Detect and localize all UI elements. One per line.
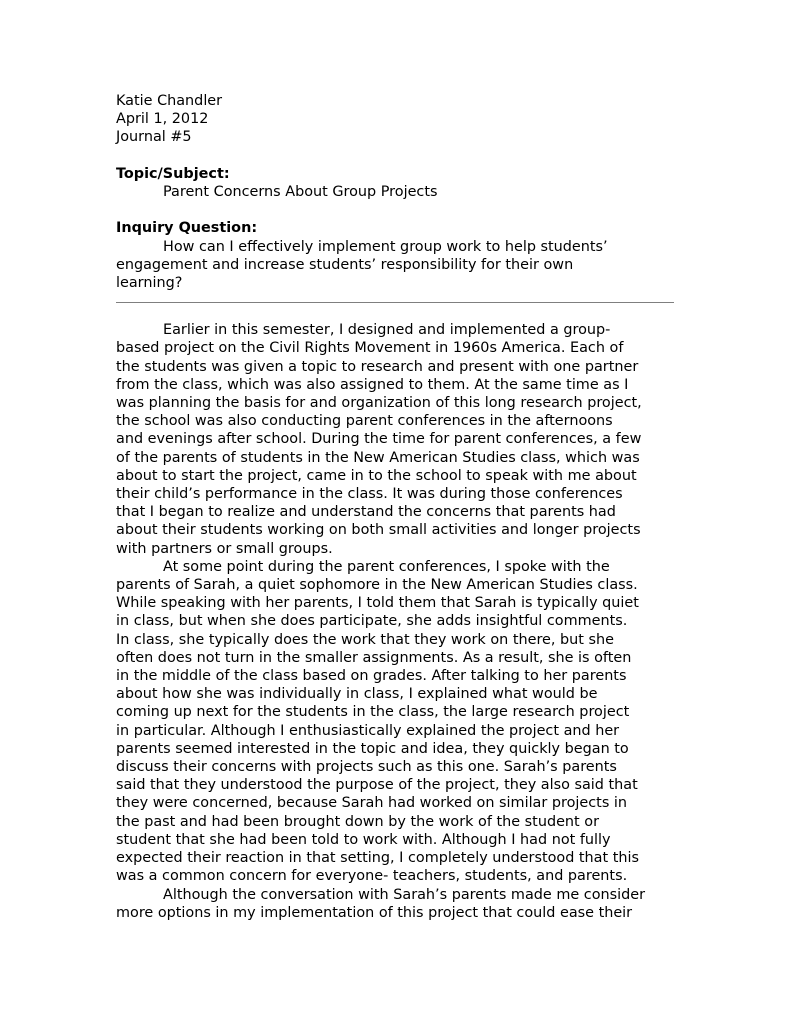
paragraph-line: about their students working on both small activities and longer projects (116, 522, 641, 539)
topic-section (116, 165, 676, 201)
paragraph-3 (116, 886, 676, 922)
paragraph-line: student that she had been told to work with. Although I had not fully (116, 831, 611, 848)
paragraph-line: parents seemed interested in the topic and idea, they quickly began to (116, 740, 629, 757)
spacer (116, 147, 676, 165)
inquiry-section (116, 219, 676, 292)
paragraph-line: was planning the basis for and organization of this long research project, (116, 395, 642, 412)
inquiry-heading: Inquiry Question: (116, 220, 258, 237)
header-block (116, 92, 676, 147)
paragraph-line: about how she was individually in class, I explained what would be (116, 686, 598, 703)
spacer (116, 201, 676, 219)
paragraph-line: that I began to realize and understand the concerns that parents had (116, 504, 616, 521)
author-name: Katie Chandler (116, 93, 223, 109)
paragraph-line: the school was also conducting parent conferences in the afternoons (116, 413, 613, 430)
inquiry-line: engagement and increase students’ responsibility for their own (116, 256, 574, 273)
paragraph-line: with partners or small groups. (116, 540, 333, 557)
paragraph-line: said that they understood the purpose of the project, they also said that (116, 777, 638, 794)
inquiry-line: learning? (116, 275, 183, 291)
paragraph-line: was a common concern for everyone- teachers, students, and parents. (116, 868, 628, 885)
journal-body (116, 321, 676, 922)
paragraph-line: in particular. Although I enthusiastically explained the project and her (116, 722, 620, 739)
paragraph-line: While speaking with her parents, I told them that Sarah is typically quiet (116, 595, 639, 612)
paragraph-line: Earlier in this semester, I designed and implemented a group- (163, 322, 611, 339)
paragraph-line: often does not turn in the smaller assignments. As a result, she is often (116, 649, 632, 666)
horizontal-rule (116, 302, 674, 303)
paragraph-line: discuss their concerns with projects such as this one. Sarah’s parents (116, 759, 617, 776)
document-page (116, 92, 676, 922)
paragraph-line: from the class, which was also assigned to them. At the same time as I (116, 376, 629, 393)
paragraph-line: expected their reaction in that setting, I completely understood that this (116, 850, 639, 867)
paragraph-line: In class, she typically does the work that they work on there, but she (116, 631, 614, 648)
paragraph-line: and evenings after school. During the time for parent conferences, a few (116, 431, 642, 448)
paragraph-line: in the middle of the class based on grades. After talking to her parents (116, 668, 627, 685)
paragraph-line: based project on the Civil Rights Movement in 1960s America. Each of (116, 340, 624, 357)
topic-heading: Topic/Subject: (116, 165, 230, 182)
paragraph-1 (116, 321, 676, 558)
paragraph-line: their child’s performance in the class. It was during those conferences (116, 486, 623, 503)
paragraph-line: the students was given a topic to research and present with one partner (116, 358, 639, 375)
topic-text: Parent Concerns About Group Projects (163, 184, 438, 200)
paragraph-line: in class, but when she does participate, she adds insightful comments. (116, 613, 628, 630)
journal-date: April 1, 2012 (116, 111, 209, 128)
paragraph-line: the past and had been brought down by the work of the student or (116, 813, 599, 830)
paragraph-2 (116, 558, 676, 886)
paragraph-line: Although the conversation with Sarah’s parents made me consider (163, 886, 646, 903)
inquiry-line: How can I effectively implement group work to help students’ (163, 238, 608, 255)
paragraph-line: parents of Sarah, a quiet sophomore in the New American Studies class. (116, 577, 638, 594)
paragraph-line: they were concerned, because Sarah had worked on similar projects in (116, 795, 628, 812)
paragraph-line: more options in my implementation of this project that could ease their (116, 904, 633, 921)
paragraph-line: of the parents of students in the New American Studies class, which was (116, 449, 640, 466)
paragraph-line: about to start the project, came in to the school to speak with me about (116, 467, 637, 484)
paragraph-line: At some point during the parent conferences, I spoke with the (163, 558, 610, 575)
journal-number: Journal #5 (116, 129, 192, 146)
paragraph-line: coming up next for the students in the class, the large research project (116, 704, 630, 721)
